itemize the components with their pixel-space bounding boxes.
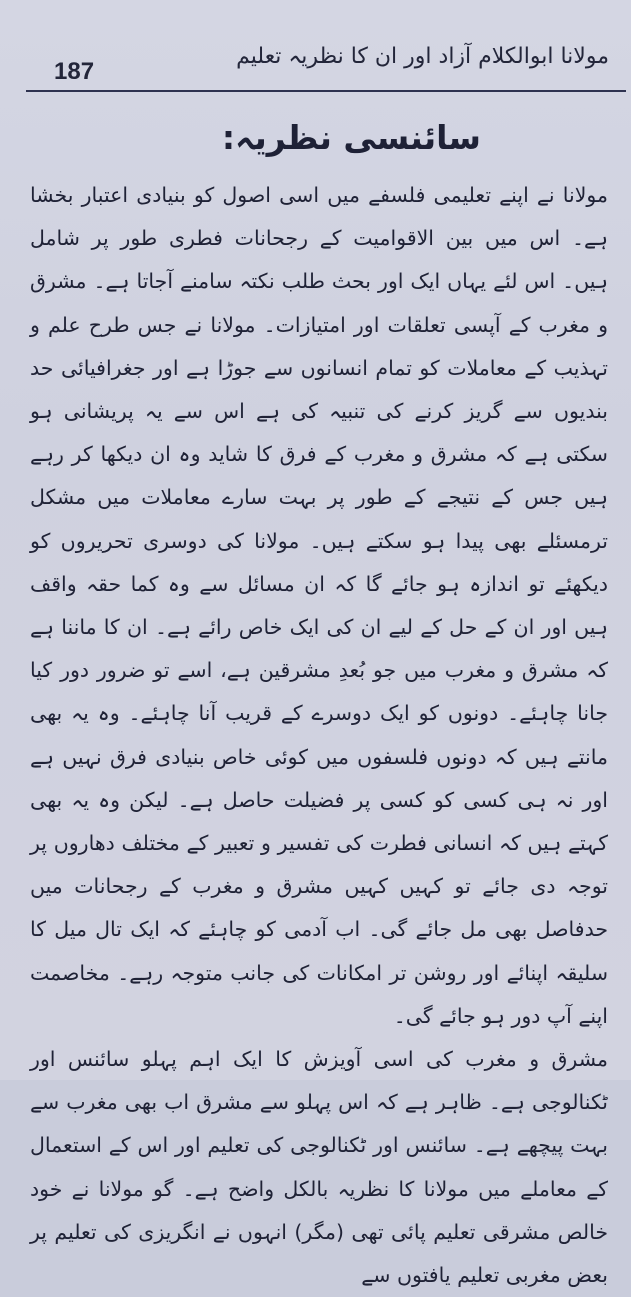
running-title: مولانا ابوالکلام آزاد اور ان کا نظریہ تعلیم	[236, 44, 609, 69]
header-rule	[26, 90, 626, 92]
page-number: 187	[54, 58, 95, 85]
paragraph: مشرق و مغرب کی اسی آویزش کا ایک اہم پہلو سائنس اور ٹکنالوجی ہے۔ ظاہر ہے کہ اس پہلو سے مشرق اب بھی مغرب سے بہت پیچھے ہے۔ سائنس اور ٹکنالوجی کی تعلیم اور اس کے استعمال کے معاملے میں مولانا کا نظریہ بالکل واضح ہے۔ گو مولانا نے خود خالص مشرقی تعلیم پائی تھی (مگر) انہوں نے انگریزی کی تعلیم پر بعض مغربی تعلیم یافتوں سے	[30, 1047, 608, 1288]
body-text	[30, 174, 608, 1297]
paragraph: مولانا نے اپنے تعلیمی فلسفے میں اسی اصول کو بنیادی اعتبار بخشا ہے۔ اس میں بین الاقوامیت کے رجحانات فطری طور پر شامل ہیں۔ اس لئے یہاں ایک اور بحث طلب نکتہ سامنے آجاتا ہے۔ مشرق و مغرب کے آپسی تعلقات اور امتیازات۔ مولانا نے جس طرح علم و تہذیب کے معاملات کو تمام انسانوں سے جوڑا ہے اور جغرافیائی حد بندیوں سے گریز کرنے کی تنبیہ کی ہے اس سے یہ پریشانی ہو سکتی ہے کہ مشرق و مغرب کے فرق کا شاید وہ ان دیکھا کر رہے ہیں جس کے نتیجے کے طور پر بہت سارے معاملات میں مشکل ترمسئلے بھی پیدا ہو سکتے ہیں۔ مولانا کی دوسری تحریروں کو دیکھئے تو اندازہ ہو جائے گا کہ ان مسائل سے وہ کما حقہ واقف ہیں اور ان کے حل کے لیے ان کی ایک خاص رائے ہے۔ ان کا ماننا ہے کہ مشرق و مغرب میں جو بُعدِ مشرقین ہے، اسے تو ضرور دور کیا جانا چاہئے۔ دونوں کو ایک دوسرے کے قریب آنا چاہئے۔ وہ یہ بھی مانتے ہیں کہ دونوں فلسفوں میں کوئی خاص بنیادی فرق نہیں ہے اور نہ ہی کسی کو کسی پر فضیلت حاصل ہے۔ لیکن وہ یہ بھی کہتے ہیں کہ انسانی فطرت کی تفسیر و تعبیر کے مختلف دھاروں پر توجہ دی جائے تو کہیں کہیں مشرق و مغرب کے رجحانات میں حدفاصل بھی مل جائے گی۔ اب آدمی کو چاہئے کہ ایک تال میل کا سلیقہ اپنائے اور روشن تر امکانات کی جانب متوجہ رہے۔ مخاصمت اپنے آپ دور ہو جائے گی۔	[30, 183, 608, 1028]
section-heading: سائنسی نظریہ:	[221, 118, 481, 157]
